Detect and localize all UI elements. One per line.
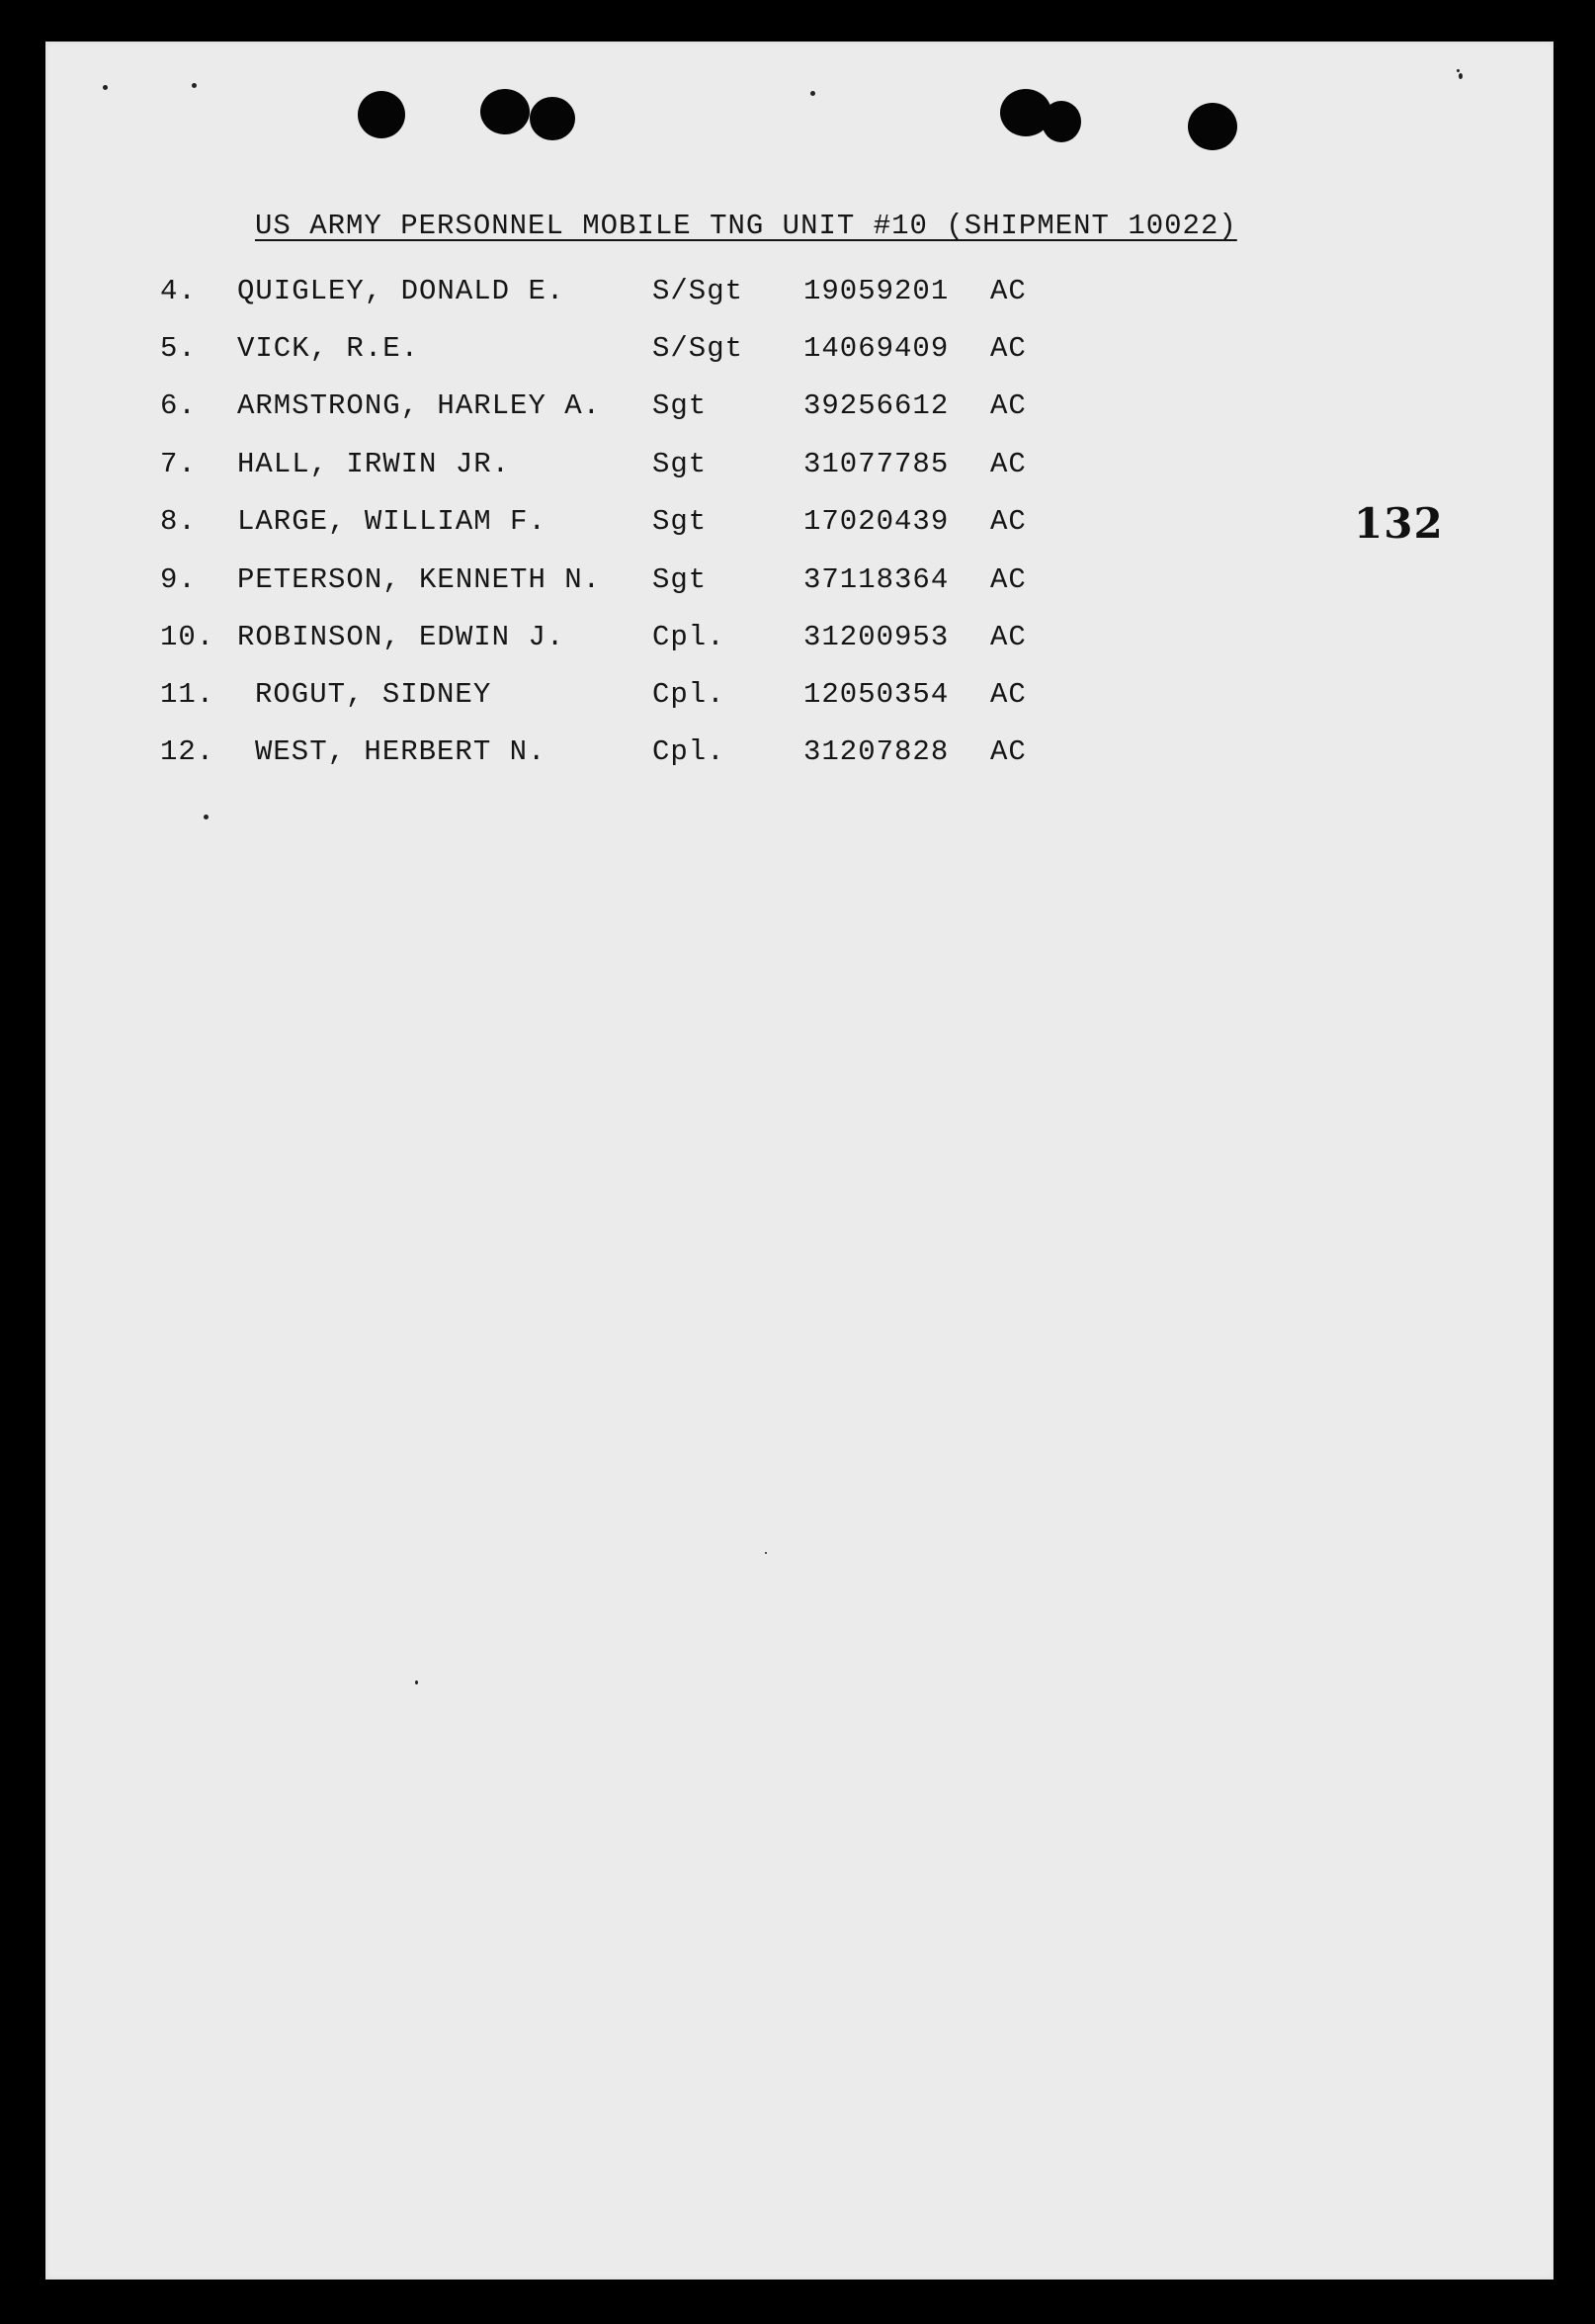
- person-name: HALL, IRWIN JR.: [237, 448, 511, 480]
- speck: [192, 83, 197, 88]
- speck: [765, 1552, 767, 1554]
- person-name: ARMSTRONG, HARLEY A.: [237, 389, 602, 422]
- person-name: LARGE, WILLIAM F.: [237, 505, 546, 538]
- document-title: US ARMY PERSONNEL MOBILE TNG UNIT #10 (SHIPMENT 10022): [255, 210, 1237, 242]
- rank: Cpl.: [652, 735, 725, 768]
- rank: S/Sgt: [652, 275, 744, 307]
- row-number: 10.: [160, 621, 215, 653]
- branch: AC: [990, 389, 1027, 422]
- punch-hole: [1042, 101, 1081, 142]
- roster-row: [0, 448, 1087, 487]
- punch-hole: [530, 97, 575, 140]
- row-number: 9.: [160, 563, 197, 596]
- roster-row: [0, 563, 1087, 603]
- branch: AC: [990, 505, 1027, 538]
- branch: AC: [990, 735, 1027, 768]
- row-number: 7.: [160, 448, 197, 480]
- serial-number: 19059201: [803, 275, 950, 307]
- speck: [810, 91, 815, 96]
- rank: Sgt: [652, 563, 708, 596]
- person-name: QUIGLEY, DONALD E.: [237, 275, 565, 307]
- rank: Sgt: [652, 389, 708, 422]
- rank: S/Sgt: [652, 332, 744, 365]
- branch: AC: [990, 448, 1027, 480]
- speck: [204, 815, 209, 819]
- person-name: WEST, HERBERT N.: [255, 735, 546, 768]
- roster-row: [0, 389, 1087, 429]
- serial-number: 31200953: [803, 621, 950, 653]
- roster-row: [0, 678, 1087, 718]
- branch: AC: [990, 563, 1027, 596]
- person-name: ROBINSON, EDWIN J.: [237, 621, 565, 653]
- speck: [415, 1680, 418, 1684]
- roster-row: [0, 332, 1087, 372]
- punch-hole: [358, 91, 405, 138]
- speck: [1457, 69, 1460, 72]
- rank: Sgt: [652, 448, 708, 480]
- serial-number: 31207828: [803, 735, 950, 768]
- row-number: 12.: [160, 735, 215, 768]
- serial-number: 31077785: [803, 448, 950, 480]
- row-number: 8.: [160, 505, 197, 538]
- branch: AC: [990, 275, 1027, 307]
- person-name: PETERSON, KENNETH N.: [237, 563, 602, 596]
- roster-row: [0, 735, 1087, 775]
- page-number: 132: [1354, 499, 1444, 548]
- document-page: [45, 42, 1553, 2280]
- row-number: 4.: [160, 275, 197, 307]
- serial-number: 14069409: [803, 332, 950, 365]
- speck: [1459, 73, 1463, 79]
- branch: AC: [990, 332, 1027, 365]
- roster-row: [0, 275, 1087, 314]
- rank: Cpl.: [652, 621, 725, 653]
- serial-number: 39256612: [803, 389, 950, 422]
- row-number: 5.: [160, 332, 197, 365]
- branch: AC: [990, 678, 1027, 711]
- row-number: 11.: [160, 678, 215, 711]
- punch-hole: [1188, 103, 1237, 150]
- person-name: ROGUT, SIDNEY: [255, 678, 492, 711]
- punch-hole: [480, 89, 530, 134]
- serial-number: 37118364: [803, 563, 950, 596]
- roster-row: [0, 621, 1087, 660]
- person-name: VICK, R.E.: [237, 332, 420, 365]
- rank: Sgt: [652, 505, 708, 538]
- rank: Cpl.: [652, 678, 725, 711]
- branch: AC: [990, 621, 1027, 653]
- serial-number: 12050354: [803, 678, 950, 711]
- serial-number: 17020439: [803, 505, 950, 538]
- roster-row: [0, 505, 1087, 545]
- speck: [103, 85, 108, 90]
- row-number: 6.: [160, 389, 197, 422]
